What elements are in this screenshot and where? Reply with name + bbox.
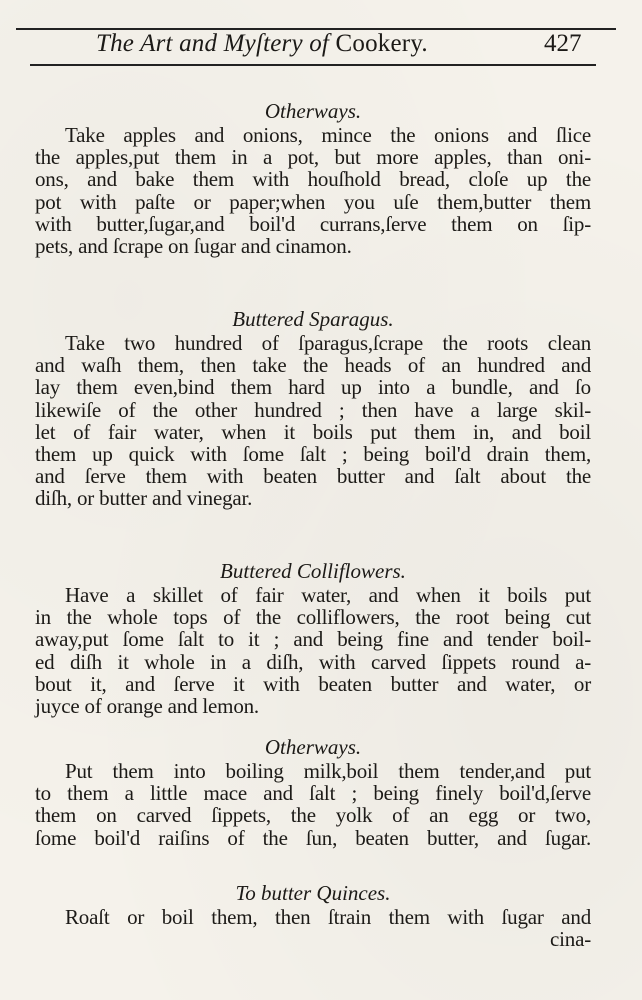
text-line: diſh, or butter and vinegar. xyxy=(35,486,253,511)
recipe-heading: Otherways. xyxy=(264,99,362,123)
recipe-heading: Buttered Sparagus. xyxy=(232,307,394,331)
text-line: and waſh them, then take the heads of an hundred and xyxy=(35,353,591,378)
text-line: and ſerve them with beaten butter and ſalt about the xyxy=(35,464,591,489)
text-line: in the whole tops of the colliflowers, the root being cut xyxy=(35,605,591,630)
running-header-italic: The Art and Myſtery of xyxy=(96,30,330,57)
running-header-roman: Cookery. xyxy=(329,30,428,57)
text-line: likewiſe of the other hundred ; then have a large skil- xyxy=(35,397,591,422)
recipe-butter-quinces xyxy=(35,880,591,950)
recipe-buttered-colliflowers xyxy=(35,558,591,717)
text-line: Take apples and onions, mince the onions and ſlice xyxy=(65,123,591,147)
recipe-heading: Buttered Colliflowers. xyxy=(220,559,406,583)
text-line: Roaſt or boil them, then ſtrain them with ſugar and xyxy=(65,905,591,929)
recipe-heading: To butter Quinces. xyxy=(235,881,391,905)
text-line: ed diſh it whole in a diſh, with carved ſippets round a- xyxy=(35,649,591,674)
text-line: Take two hundred of ſparagus,ſcrape the roots clean xyxy=(65,331,591,355)
text-line: pot with paſte or paper;when you uſe them,butter them xyxy=(35,189,591,214)
text-line: Put them into boiling milk,boil them tender,and put xyxy=(65,759,591,783)
running-header xyxy=(96,30,428,58)
header-rule xyxy=(30,64,596,66)
text-line: juyce of orange and lemon. xyxy=(35,693,259,718)
text-line: to them a little mace and ſalt ; being finely boil'd,ſerve xyxy=(35,781,591,806)
text-line: lay them even,bind them hard up into a bundle, and ſo xyxy=(35,375,591,400)
recipe-buttered-sparagus xyxy=(35,306,591,510)
text-line: with butter,ſugar,and boil'd currans,ſerve them on ſip- xyxy=(35,211,591,236)
catchword: cina- xyxy=(550,927,591,952)
recipe-colliflowers-milk xyxy=(35,734,591,849)
text-line: them up quick with ſome ſalt ; being boil'd drain them, xyxy=(35,441,591,466)
text-line: ſome boil'd raiſins of the ſun, beaten butter, and ſugar. xyxy=(35,825,591,850)
text-line: bout it, and ſerve it with beaten butter and water, or xyxy=(35,671,591,696)
recipe-heading: Otherways. xyxy=(264,735,362,759)
text-line: away,put ſome ſalt to it ; and being fine and tender boil- xyxy=(35,627,591,652)
text-line: them on carved ſippets, the yolk of an egg or two, xyxy=(35,803,591,828)
text-line: pets, and ſcrape on ſugar and cinamon. xyxy=(35,233,352,258)
recipe-apples-onions xyxy=(35,98,591,257)
page-number: 427 xyxy=(544,30,582,57)
text-line: let of fair water, when it boils put them in, and boil xyxy=(35,419,591,444)
text-line: ons, and bake them with houſhold bread, cloſe up the xyxy=(35,167,591,192)
text-line: the apples,put them in a pot, but more apples, than oni- xyxy=(35,145,591,170)
text-line: Have a skillet of fair water, and when it boils put xyxy=(65,583,591,607)
